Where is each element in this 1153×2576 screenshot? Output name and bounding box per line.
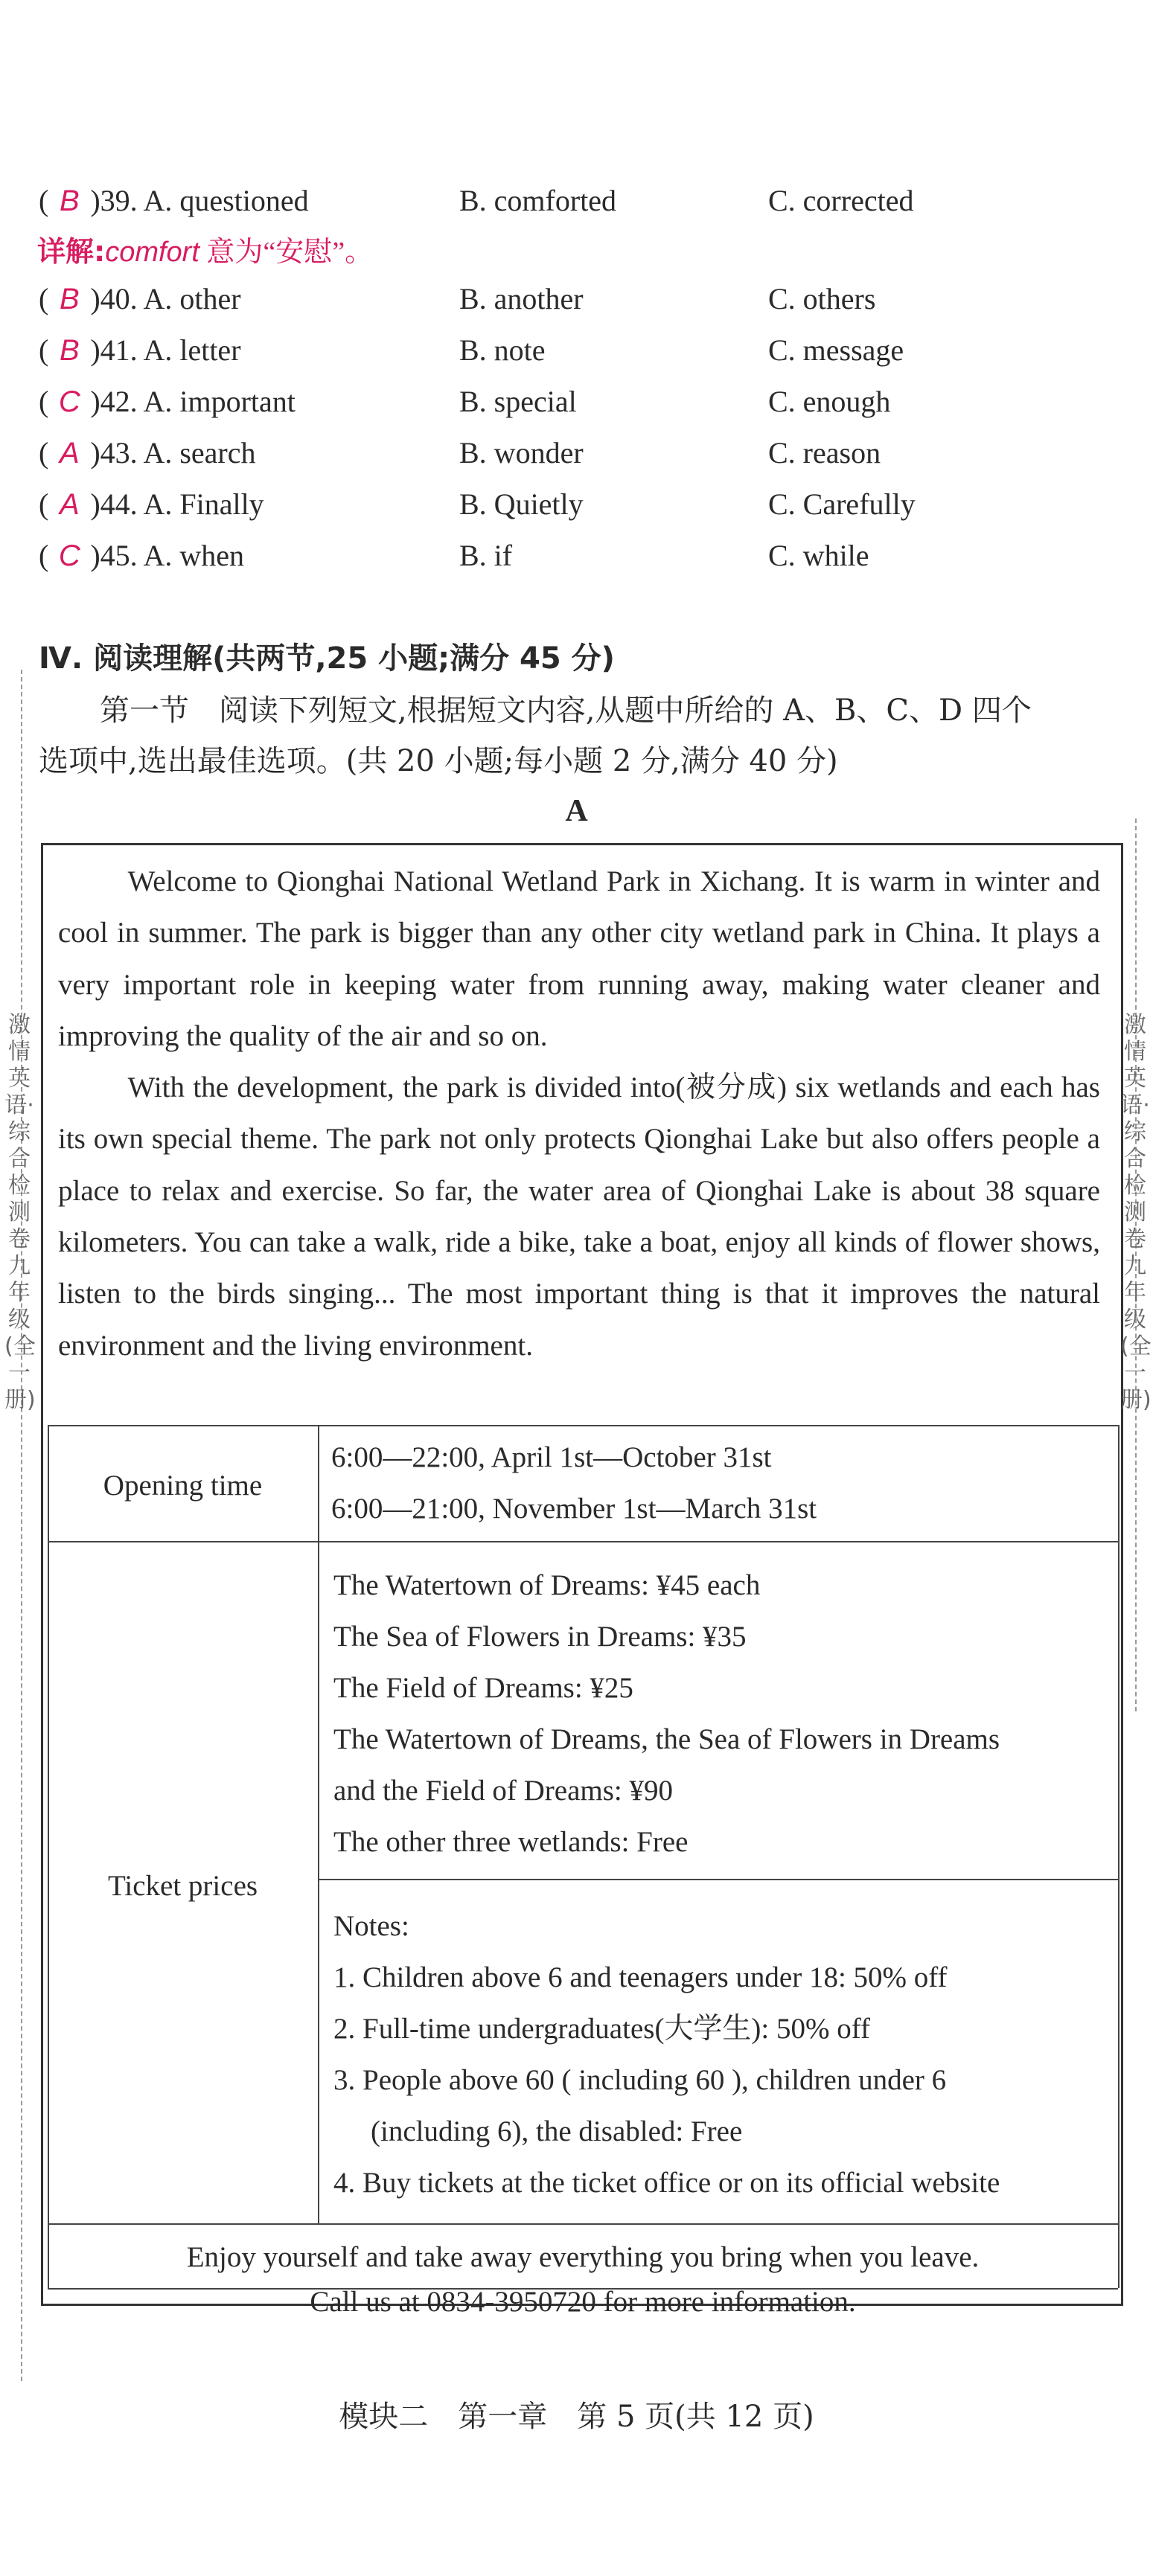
question-39: [39, 179, 1081, 223]
option-b: B. note: [459, 333, 546, 367]
table-line: [48, 1425, 1118, 1426]
question-42: [39, 379, 1081, 424]
answer-letter: B: [59, 185, 80, 217]
ticket-prices-label: Ticket prices: [107, 1870, 258, 1902]
side-label-left: 激情英语·综合检测卷 九年级(全一册): [4, 1012, 36, 1413]
explanation-word: comfort: [105, 237, 199, 268]
question-stem: ( C )42. A. important: [39, 379, 296, 424]
answer-letter: B: [59, 334, 80, 367]
option-c: C. corrected: [768, 184, 914, 217]
option-a: A. Finally: [143, 487, 264, 521]
opening-time-label: Opening time: [103, 1470, 263, 1502]
explanation: [37, 229, 373, 275]
option-c: C. message: [768, 333, 904, 367]
question-stem: ( B )39. A. questioned: [39, 179, 309, 223]
option-c: C. Carefully: [768, 487, 916, 521]
option-b: B. comforted: [459, 184, 617, 217]
price-line: The other three wetlands: Free: [333, 1826, 689, 1858]
notes-title: Notes:: [333, 1910, 409, 1942]
table-footer-line-1: Enjoy yourself and take away everything you bring when you leave.: [186, 2241, 980, 2273]
option-c: C. enough: [768, 385, 891, 418]
opening-time-line: 6:00—22:00, April 1st—October 31st: [331, 1441, 772, 1473]
instruction-line-1: 第一节 阅读下列短文,根据短文内容,从题中所给的 A、B、C、D 四个: [100, 693, 1032, 728]
table-line: [48, 2223, 1118, 2225]
question-41: [39, 328, 1081, 373]
question-stem: ( B )40. A. other: [39, 277, 241, 321]
passage-paragraph-2: With the development, the park is divided into(被分成) six wetlands and each has its own special theme. The park not only protects Qionghai Lake but also offers people a place to relax and exercise. So far, the water area of Qionghai Lake is about 38 square kilometers. You can take a walk, ride a bike, take a boat, enjoy all kinds of flower shows, listen to the birds singing... The most important thing is that it improves the natural environment and the living environment.: [58, 1071, 1100, 1362]
note-line: 2. Full-time undergraduates(大学生): 50% off: [333, 2013, 871, 2045]
option-b: B. special: [459, 385, 577, 418]
question-43: [39, 431, 1081, 475]
price-line: The Watertown of Dreams, the Sea of Flowers in Dreams: [333, 1723, 1000, 1755]
page-footer: 模块二 第一章 第 5 页(共 12 页): [339, 2400, 814, 2434]
question-stem: ( A )43. A. search: [39, 431, 256, 475]
option-b: B. another: [459, 282, 584, 315]
table-line: [318, 1879, 1118, 1880]
price-line: and the Field of Dreams: ¥90: [333, 1775, 673, 1807]
side-label-right: 激情英语·综合检测卷 九年级(全一册): [1120, 1012, 1152, 1413]
option-b: B. if: [459, 539, 513, 572]
section-title: Ⅳ. 阅读理解(共两节,25 小题;满分 45 分): [39, 641, 615, 676]
instruction-line-2: 选项中,选出最佳选项。(共 20 小题;每小题 2 分,满分 40 分): [39, 744, 838, 778]
answer-letter: C: [58, 539, 80, 572]
table-line: [48, 1541, 1118, 1542]
option-a: A. important: [143, 385, 296, 418]
opening-time-line: 6:00—21:00, November 1st—March 31st: [331, 1493, 817, 1525]
table-line: [318, 1425, 319, 2223]
note-line: 4. Buy tickets at the ticket office or on its official website: [333, 2167, 1000, 2199]
passage-label: A: [565, 794, 588, 828]
question-45: [39, 534, 1081, 578]
question-44: [39, 482, 1081, 527]
answer-letter: A: [59, 437, 80, 470]
answer-letter: A: [59, 488, 80, 521]
option-a: A. other: [143, 282, 241, 315]
note-line: (including 6), the disabled: Free: [371, 2115, 743, 2147]
explanation-label: 详解:: [37, 235, 106, 268]
passage-paragraph-1: Welcome to Qionghai National Wetland Park in Xichang. It is warm in winter and cool in summer. The park is bigger than any other city wetland park in China. It plays a very important role in keeping water from running away, making water cleaner and improving the quality of the air and so on.: [58, 865, 1100, 1052]
question-40: [39, 277, 1081, 321]
passage-text: [58, 856, 1100, 1371]
margin-dash-line: [21, 670, 22, 2381]
question-stem: ( A )44. A. Finally: [39, 482, 264, 527]
answer-letter: C: [58, 385, 80, 418]
option-a: A. search: [143, 436, 256, 470]
table-line: [1118, 1425, 1120, 2288]
option-c: C. others: [768, 282, 876, 315]
question-stem: ( B )41. A. letter: [39, 328, 241, 373]
note-line: 1. Children above 6 and teenagers under 18: 50% off: [333, 1961, 948, 1993]
option-b: B. wonder: [459, 436, 584, 470]
table-line: [48, 1425, 49, 2288]
explanation-text: 意为“安慰”。: [199, 237, 374, 268]
option-b: B. Quietly: [459, 487, 584, 521]
price-line: The Watertown of Dreams: ¥45 each: [333, 1569, 761, 1601]
option-c: C. reason: [768, 436, 881, 470]
option-a: A. questioned: [143, 184, 309, 217]
option-a: A. when: [143, 539, 244, 572]
price-line: The Sea of Flowers in Dreams: ¥35: [333, 1621, 747, 1653]
note-line: 3. People above 60 ( including 60 ), children under 6: [333, 2064, 947, 2096]
answer-letter: B: [59, 283, 80, 315]
price-line: The Field of Dreams: ¥25: [333, 1672, 633, 1704]
question-stem: ( C )45. A. when: [39, 534, 244, 578]
option-a: A. letter: [143, 333, 241, 367]
table-footer-line-2: Call us at 0834-3950720 for more information.: [310, 2286, 856, 2318]
option-c: C. while: [768, 539, 869, 572]
